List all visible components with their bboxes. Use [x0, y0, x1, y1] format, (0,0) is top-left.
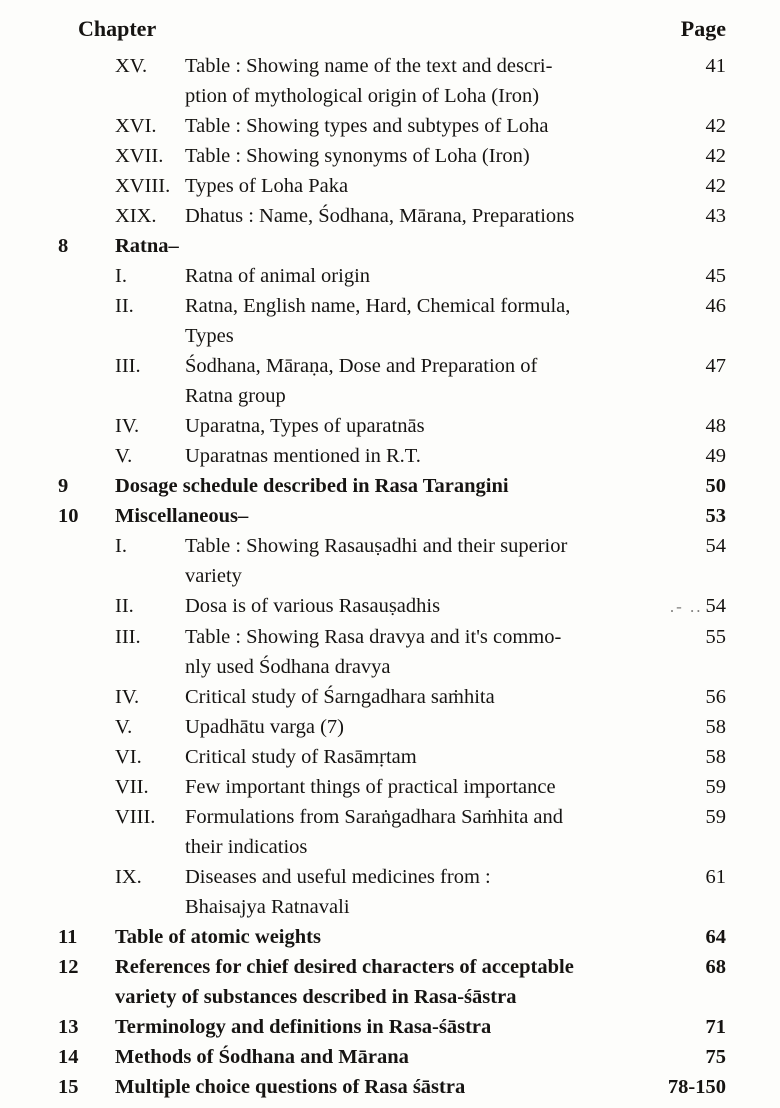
section-numeral: II.: [115, 295, 134, 317]
page-number: [656, 1042, 728, 1072]
page-number-value: 68: [705, 956, 726, 978]
toc-sub-row: [58, 51, 728, 111]
section-numeral: I.: [115, 265, 127, 287]
page-number: [656, 682, 728, 712]
toc-sub-row: [58, 201, 728, 231]
entry-title-line: Methods of Śodhana and Mārana: [115, 1046, 409, 1068]
chapter-number: 12: [58, 956, 79, 978]
section-numeral: IV.: [115, 415, 140, 437]
section-numeral: IV.: [115, 686, 140, 708]
toc-sub-row: [58, 712, 728, 742]
entry-title-line: Dhatus : Name, Śodhana, Mārana, Preparations: [185, 205, 575, 227]
entry-title-line: Formulations from Saraṅgadhara Saṁhita and: [185, 806, 564, 828]
toc-sub-row: [58, 772, 728, 802]
chapter-column-header: Chapter: [78, 16, 157, 41]
page-number: [656, 862, 728, 892]
entry-title-line: Bhaisajya Ratnavali: [185, 896, 350, 918]
page-number: [656, 591, 728, 622]
toc-sub-row: [58, 742, 728, 772]
page-number: [656, 111, 728, 141]
entry-title: [115, 1072, 656, 1102]
page-number-value: 71: [705, 1016, 726, 1038]
section-numeral: V.: [115, 716, 133, 738]
entry-title-line: References for chief desired characters of acceptable: [115, 956, 574, 978]
page-number: [656, 1012, 728, 1042]
toc-sub-row: [58, 111, 728, 141]
page-number-value: 42: [705, 115, 726, 137]
toc-chapter-row: [58, 1072, 728, 1102]
entry-title-line: Few important things of practical importance: [185, 776, 556, 798]
entry-title-line: Critical study of Śarngadhara saṁhita: [185, 686, 495, 708]
toc-sub-row: [58, 261, 728, 291]
entry-title: [185, 712, 656, 742]
page-number: [656, 1072, 728, 1102]
entry-title: [115, 471, 656, 501]
entry-title-line: nly used Śodhana dravya: [185, 656, 391, 678]
section-numeral: XVII.: [115, 145, 164, 167]
entry-title-line: Dosa is of various Rasauṣadhis: [185, 595, 441, 617]
entry-title-line: ption of mythological origin of Loha (Iron): [185, 85, 540, 107]
entry-title-line: Diseases and useful medicines from :: [185, 866, 491, 888]
page-number-value: 58: [705, 716, 726, 738]
scan-artifact: .- ..: [669, 597, 703, 616]
page-number: [656, 922, 728, 952]
page-number-value: 59: [705, 776, 726, 798]
page-number: [656, 802, 728, 832]
section-numeral: VIII.: [115, 806, 156, 828]
page-number-value: 49: [705, 445, 726, 467]
toc-sub-row: [58, 591, 728, 622]
page-number: [656, 471, 728, 501]
section-numeral: XVI.: [115, 115, 157, 137]
entry-title: [185, 201, 656, 231]
page-number: [656, 141, 728, 171]
page-number-value: 58: [705, 746, 726, 768]
entry-title-line: Critical study of Rasāmṛtam: [185, 746, 417, 768]
toc-sub-row: [58, 141, 728, 171]
page-number-value: 75: [705, 1046, 726, 1068]
toc-chapter-row: [58, 501, 728, 531]
chapter-number: 11: [58, 926, 78, 948]
entry-title-line: Miscellaneous–: [115, 505, 249, 527]
toc-sub-row: [58, 682, 728, 712]
entry-title: [185, 742, 656, 772]
page-number: [656, 291, 728, 321]
toc-sub-row: [58, 441, 728, 471]
page-number: [656, 772, 728, 802]
page-number-value: 43: [705, 205, 726, 227]
entry-title-line: Types of Loha Paka: [185, 175, 349, 197]
chapter-number: 13: [58, 1016, 79, 1038]
toc-chapter-row: [58, 952, 728, 1012]
page-number: [656, 201, 728, 231]
section-numeral: I.: [115, 535, 127, 557]
page-number: [656, 622, 728, 652]
section-numeral: III.: [115, 355, 141, 377]
toc-list: [58, 51, 728, 1102]
entry-title: [185, 291, 656, 351]
toc-sub-row: [58, 802, 728, 862]
entry-title-line: Table : Showing synonyms of Loha (Iron): [185, 145, 530, 167]
entry-title: [115, 1012, 656, 1042]
entry-title: [185, 622, 656, 682]
page-number-value: 42: [705, 175, 726, 197]
entry-title-line: Uparatnas mentioned in R.T.: [185, 445, 421, 467]
entry-title: [185, 351, 656, 411]
entry-title-line: Uparatna, Types of uparatnās: [185, 415, 425, 437]
entry-title-line: Ratna–: [115, 235, 179, 257]
entry-title: [115, 922, 656, 952]
entry-title: [115, 1042, 656, 1072]
section-numeral: II.: [115, 595, 134, 617]
entry-title-line: variety of substances described in Rasa-śāstra: [115, 986, 517, 1008]
page-number: [656, 261, 728, 291]
page-number-value: 78-150: [667, 1076, 726, 1098]
page-number-value: 48: [705, 415, 726, 437]
page-number: [656, 712, 728, 742]
entry-title: [185, 591, 656, 621]
page-number-value: 56: [705, 686, 726, 708]
entry-title: [185, 862, 656, 922]
toc-sub-row: [58, 351, 728, 411]
chapter-number: 8: [58, 235, 69, 257]
entry-title: [115, 501, 656, 531]
page-number: [656, 531, 728, 561]
section-numeral: VI.: [115, 746, 142, 768]
page-number-value: 59: [705, 806, 726, 828]
page-number-value: 55: [705, 626, 726, 648]
entry-title: [185, 141, 656, 171]
entry-title-line: Ratna group: [185, 385, 286, 407]
entry-title: [185, 51, 656, 111]
page-number: [656, 351, 728, 381]
entry-title-line: Types: [185, 325, 234, 347]
toc-sub-row: [58, 171, 728, 201]
page-number: [656, 501, 728, 531]
toc-sub-row: [58, 622, 728, 682]
entry-title: [185, 261, 656, 291]
entry-title: [185, 111, 656, 141]
chapter-number: 14: [58, 1046, 79, 1068]
page-number-value: 45: [705, 265, 726, 287]
section-numeral: XIX.: [115, 205, 157, 227]
entry-title-line: Terminology and definitions in Rasa-śāstra: [115, 1016, 492, 1038]
entry-title: [185, 772, 656, 802]
entry-title: [185, 171, 656, 201]
toc-header: [58, 14, 728, 44]
page-number: [656, 742, 728, 772]
page-number-value: 61: [705, 866, 726, 888]
toc-chapter-row: [58, 1042, 728, 1072]
entry-title: [185, 531, 656, 591]
toc-chapter-row: [58, 1012, 728, 1042]
entry-title: [185, 441, 656, 471]
entry-title: [115, 231, 656, 261]
entry-title-line: Table of atomic weights: [115, 926, 321, 948]
entry-title-line: their indicatios: [185, 836, 308, 858]
toc-sub-row: [58, 291, 728, 351]
toc-sub-row: [58, 411, 728, 441]
chapter-number: 10: [58, 505, 79, 527]
page-number-value: 46: [705, 295, 726, 317]
entry-title-line: Table : Showing types and subtypes of Loha: [185, 115, 549, 137]
page-number: [656, 411, 728, 441]
entry-title-line: Table : Showing Rasauṣadhi and their superior: [185, 535, 568, 557]
entry-title-line: Table : Showing name of the text and descri-: [185, 55, 553, 77]
page-number-value: 64: [705, 926, 726, 948]
entry-title-line: Śodhana, Māraṇa, Dose and Preparation of: [185, 355, 538, 377]
entry-title: [115, 952, 656, 1012]
entry-title-line: Dosage schedule described in Rasa Tarangini: [115, 475, 509, 497]
page-number: [656, 171, 728, 201]
page-number: [656, 51, 728, 81]
page-number-value: 53: [705, 505, 726, 527]
toc-sub-row: [58, 862, 728, 922]
page-column-header: Page: [680, 16, 726, 41]
entry-title-line: Ratna of animal origin: [185, 265, 371, 287]
page-number: [656, 952, 728, 982]
entry-title-line: Ratna, English name, Hard, Chemical formula,: [185, 295, 571, 317]
page-number-value: 50: [705, 475, 726, 497]
section-numeral: VII.: [115, 776, 149, 798]
entry-title-line: variety: [185, 565, 242, 587]
section-numeral: XV.: [115, 55, 148, 77]
section-numeral: V.: [115, 445, 133, 467]
toc-chapter-row: [58, 922, 728, 952]
entry-title-line: Upadhātu varga (7): [185, 716, 345, 738]
toc-sub-row: [58, 531, 728, 591]
page-number-value: 41: [705, 55, 726, 77]
section-numeral: III.: [115, 626, 141, 648]
entry-title-line: Table : Showing Rasa dravya and it's commo-: [185, 626, 562, 648]
toc-chapter-row: [58, 471, 728, 501]
entry-title: [185, 682, 656, 712]
page-number-value: 47: [705, 355, 726, 377]
chapter-number: 9: [58, 475, 69, 497]
entry-title-line: Multiple choice questions of Rasa śāstra: [115, 1076, 466, 1098]
toc-chapter-row: [58, 231, 728, 261]
page-number-value: 54: [705, 595, 726, 617]
section-numeral: XVIII.: [115, 175, 171, 197]
page-number-value: 42: [705, 145, 726, 167]
section-numeral: IX.: [115, 866, 142, 888]
chapter-number: 15: [58, 1076, 79, 1098]
entry-title: [185, 802, 656, 862]
entry-title: [185, 411, 656, 441]
page-number-value: 54: [705, 535, 726, 557]
page-number: [656, 441, 728, 471]
